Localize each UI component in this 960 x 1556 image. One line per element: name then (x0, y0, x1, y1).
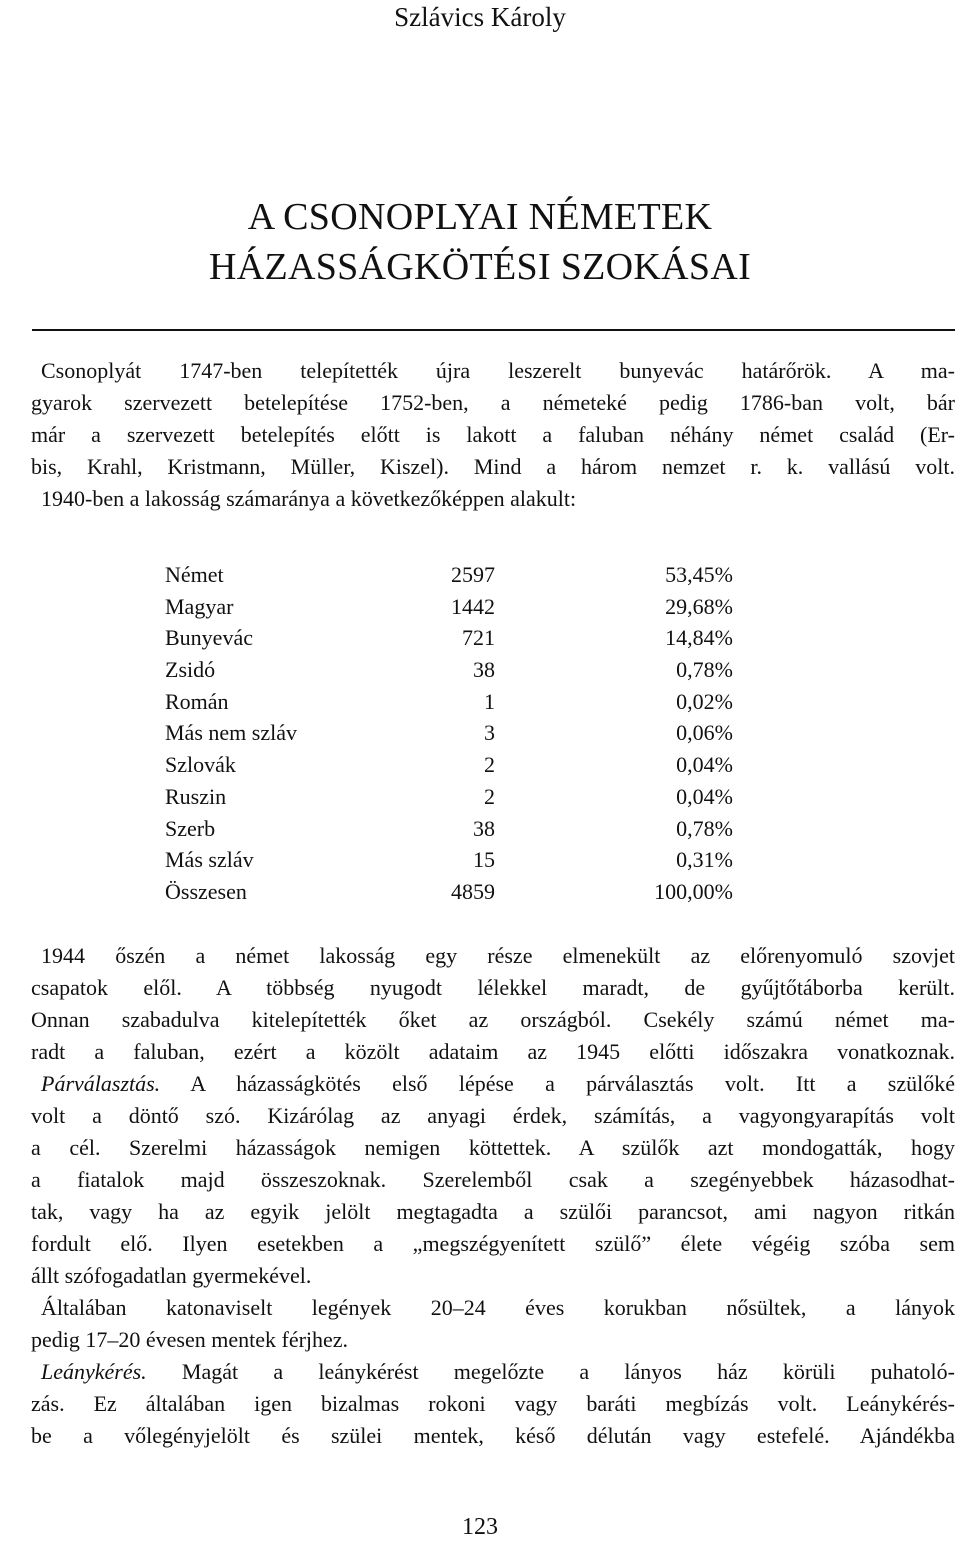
count-cell: 2 (484, 752, 495, 778)
title-divider (32, 329, 955, 331)
text-line: 1944 őszén a német lakosság egy része elmenekült az előrenyomuló szovjet (41, 943, 955, 968)
percent-cell: 0,04% (676, 752, 733, 778)
table-row (165, 749, 740, 781)
nationality-cell: Német (165, 562, 224, 587)
table-row (165, 844, 740, 876)
table-row (165, 622, 740, 654)
nationality-cell: Szerb (165, 815, 216, 841)
count-cell: 4859 (451, 878, 495, 904)
body-text (31, 940, 955, 1452)
text-line (31, 1068, 955, 1100)
percent-cell: 0,04% (676, 783, 733, 809)
nationality-cell: Összesen (165, 878, 247, 904)
text-line: pedig 17–20 évesen mentek férjhez. (31, 1327, 349, 1352)
percent-cell: 0,06% (676, 720, 733, 746)
section-heading-leanykeres: Leánykérés. (41, 1359, 147, 1384)
text-run: Magát a leánykérést megelőzte a lányos ház körüli puhatoló- (146, 1359, 955, 1384)
text-line: állt szófogadatlan gyermekével. (31, 1263, 312, 1288)
page-number: 123 (462, 1514, 498, 1540)
text-line: csapatok elől. A többség nyugodt lélekkel maradt, de gyűjtőtáborba került. (31, 975, 955, 1000)
population-table (165, 559, 740, 908)
nationality-cell: Más nem szláv (165, 720, 297, 746)
count-cell: 38 (473, 657, 495, 683)
section-heading-parvalasztas: Párválasztás. (41, 1071, 161, 1096)
article-title (0, 192, 960, 292)
count-cell: 721 (462, 625, 495, 651)
table-row (165, 781, 740, 813)
text-line: tak, vagy ha az egyik jelölt megtagadta a szülői parancsot, ami nagyon ritkán (31, 1199, 955, 1224)
table-row (165, 559, 740, 591)
percent-cell: 0,02% (676, 688, 733, 714)
percent-cell: 29,68% (665, 593, 733, 619)
nationality-cell: Bunyevác (165, 625, 253, 651)
text-line: gyarok szervezett betelepítése 1752-ben, a németeké pedig 1786-ban volt, bár (31, 390, 955, 415)
text-line: Onnan szabadulva kitelepítették őket az országból. Csekély számú német ma- (31, 1007, 955, 1032)
percent-cell: 53,45% (665, 562, 733, 587)
count-cell: 2597 (451, 562, 495, 587)
nationality-cell: Ruszin (165, 783, 227, 809)
percent-cell: 100,00% (654, 878, 733, 904)
count-cell: 3 (484, 720, 495, 746)
table-row (165, 813, 740, 845)
count-cell: 2 (484, 783, 495, 809)
percent-cell: 0,78% (676, 815, 733, 841)
text-line: Általában katonaviselt legények 20–24 éves korukban nősültek, a lányok (41, 1295, 955, 1320)
author-name: Szlávics Károly (394, 2, 566, 32)
text-line: a cél. Szerelmi házasságok nemigen köttettek. A szülők azt mondogatták, hogy (31, 1135, 955, 1160)
table-row (165, 654, 740, 686)
text-line: be a vőlegényjelölt és szülei mentek, késő délután vagy estefelé. Ajándékba (31, 1423, 955, 1448)
text-line: bis, Krahl, Kristmann, Müller, Kiszel). Mind a három nemzet r. k. vallású volt. (31, 454, 955, 479)
percent-cell: 0,78% (676, 657, 733, 683)
text-line: Csonoplyát 1747-ben telepítették újra leszerelt bunyevác határőrök. A ma- (41, 358, 955, 383)
intro-paragraph (31, 355, 955, 515)
percent-cell: 14,84% (665, 625, 733, 651)
text-line: a fiatalok majd összeszoknak. Szerelemből csak a szegényebbek házasodhat- (31, 1167, 955, 1192)
count-cell: 1442 (451, 593, 495, 619)
table-total-row (165, 876, 740, 908)
text-line: már a szervezett betelepítés előtt is lakott a faluban néhány német család (Er- (31, 422, 955, 447)
table-row (165, 686, 740, 718)
text-line (31, 1356, 955, 1388)
nationality-cell: Román (165, 688, 229, 714)
nationality-cell: Más szláv (165, 847, 254, 873)
text-run: A házasságkötés első lépése a párválasztás volt. Itt a szülőké (160, 1071, 955, 1096)
text-line: volt a döntő szó. Kizárólag az anyagi érdek, számítás, a vagyongyarapítás volt (31, 1103, 955, 1128)
nationality-cell: Szlovák (165, 752, 236, 778)
table-row (165, 591, 740, 623)
text-line: zás. Ez általában igen bizalmas rokoni vagy baráti megbízás volt. Leánykérés- (31, 1391, 955, 1416)
title-line-1: A CSONOPLYAI NÉMETEK (247, 196, 713, 238)
text-line: radt a faluban, ezért a közölt adataim az 1945 előtti időszakra vonatkoznak. (31, 1039, 955, 1064)
nationality-cell: Magyar (165, 593, 234, 619)
text-line: 1940-ben a lakosság számaránya a következőképpen alakult: (41, 486, 577, 511)
table-row (165, 717, 740, 749)
title-line-2: HÁZASSÁGKÖTÉSI SZOKÁSAI (208, 246, 752, 288)
percent-cell: 0,31% (676, 847, 733, 873)
nationality-cell: Zsidó (165, 657, 216, 683)
count-cell: 15 (473, 847, 495, 873)
count-cell: 1 (484, 688, 495, 714)
count-cell: 38 (473, 815, 495, 841)
text-line: fordult elő. Ilyen esetekben a „megszégyenített szülő” élete végéig szóba sem (31, 1231, 955, 1256)
